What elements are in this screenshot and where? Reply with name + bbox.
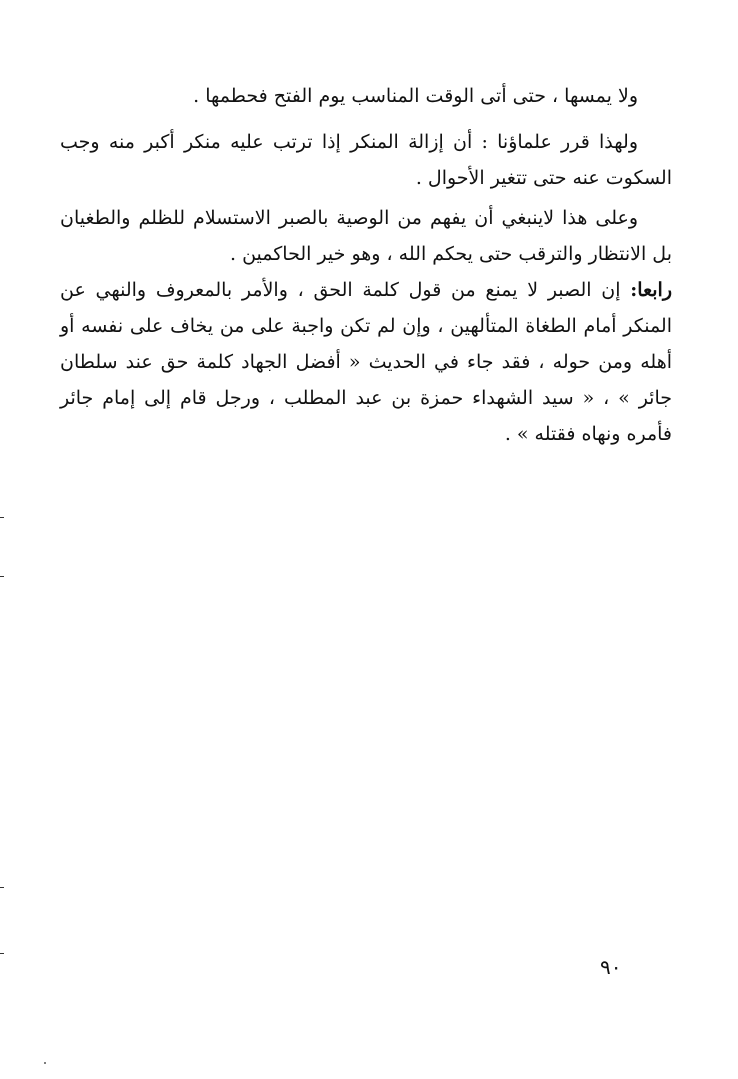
scan-speck bbox=[44, 1062, 46, 1064]
paragraph-4-body bbox=[60, 272, 672, 452]
margin-tick bbox=[0, 887, 4, 888]
paragraph-4 bbox=[60, 272, 672, 452]
paragraph-3-text: وعلى هذا لاينبغي أن يفهم من الوصية بالصبر الاستسلام للظلم والطغيان بل الانتظار والترقب حتى يحكم الله ، وهو خير الحاكمين . bbox=[60, 207, 672, 265]
section-label-fourth: رابعا: bbox=[630, 279, 672, 301]
paragraph-1 bbox=[60, 78, 672, 114]
paragraph-4-text: إن الصبر لا يمنع من قول كلمة الحق ، والأمر بالمعروف والنهي عن المنكر أمام الطغاة المتألهين ، وإن لم تكن واجبة على من يخاف على نفسه أو أهله ومن حوله ، فقد جاء في الحديث « أفضل الجهاد كلمة حق عند سلطان جائر » ، « سيد الشهداء حمزة بن عبد المطلب ، ورجل قام إلى إمام جائر فأمره ونهاه فقتله » . bbox=[60, 279, 672, 445]
margin-tick bbox=[0, 953, 4, 954]
paragraph-2 bbox=[60, 124, 672, 196]
margin-tick bbox=[0, 576, 4, 577]
page-number: ٩٠ bbox=[600, 955, 622, 979]
paragraph-1-text: ولا يمسها ، حتى أتى الوقت المناسب يوم الفتح فحطمها . bbox=[193, 85, 638, 107]
margin-tick bbox=[0, 517, 4, 518]
paragraph-3 bbox=[60, 200, 672, 272]
paragraph-2-text: ولهذا قرر علماؤنا : أن إزالة المنكر إذا ترتب عليه منكر أكبر منه وجب السكوت عنه حتى تتغير الأحوال . bbox=[60, 131, 672, 189]
